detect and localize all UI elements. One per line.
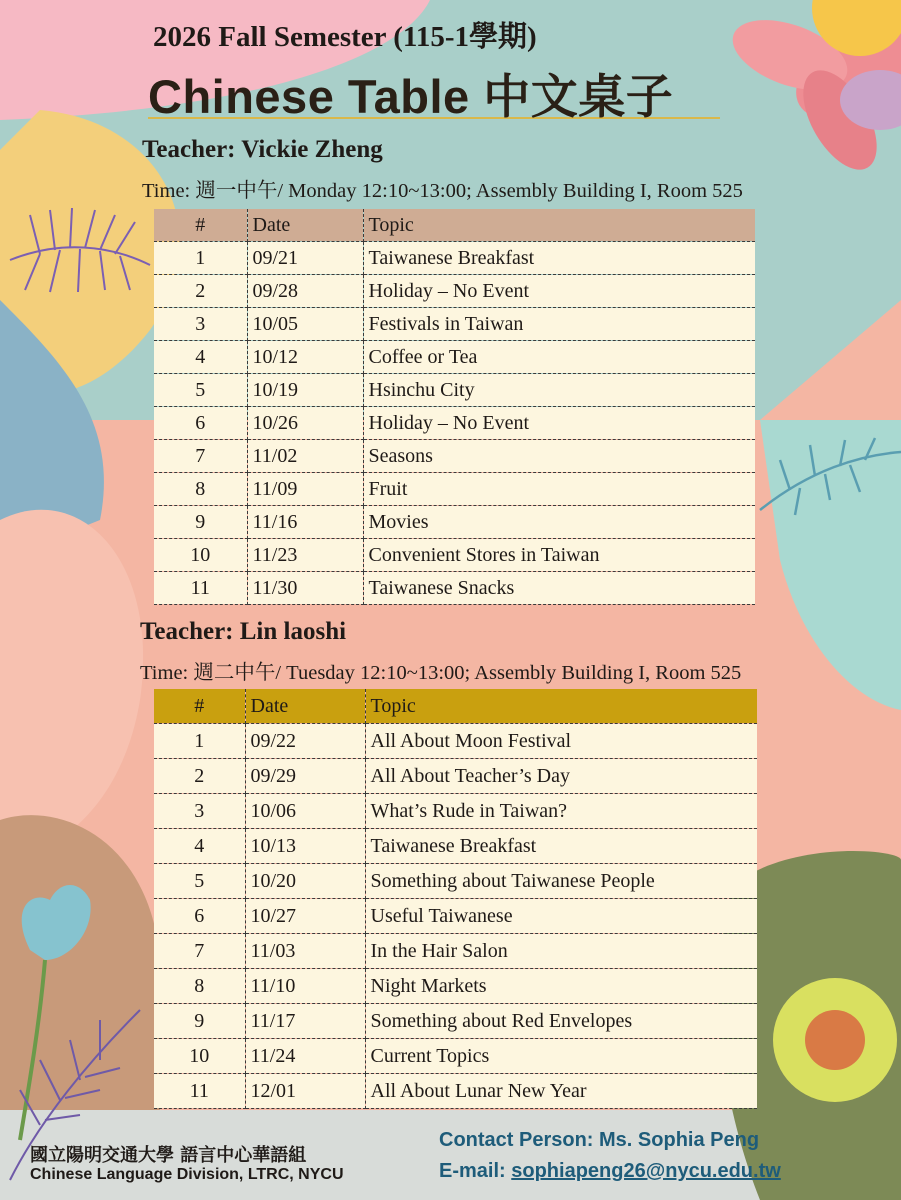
row-date: 10/05	[247, 308, 363, 341]
row-number: 4	[154, 829, 245, 864]
schedule-table-2	[154, 689, 757, 1109]
row-number: 7	[154, 934, 245, 969]
table-row	[154, 539, 755, 572]
column-header-topic: Topic	[365, 689, 757, 724]
row-number: 9	[154, 1004, 245, 1039]
table-row	[154, 829, 757, 864]
row-topic: Seasons	[363, 440, 755, 473]
table-row	[154, 794, 757, 829]
row-number: 10	[154, 539, 247, 572]
table-row	[154, 934, 757, 969]
row-topic: All About Lunar New Year	[365, 1074, 757, 1109]
column-header-number: #	[154, 209, 247, 242]
email-prefix: E-mail:	[439, 1160, 512, 1182]
table-row	[154, 1039, 757, 1074]
org-name-chinese: 國立陽明交通大學 語言中心華語組	[30, 1145, 307, 1166]
table-row	[154, 1004, 757, 1039]
row-number: 11	[154, 1074, 245, 1109]
row-date: 11/30	[247, 572, 363, 605]
schedule-table-1	[154, 209, 755, 605]
row-date: 10/20	[245, 864, 365, 899]
table-row	[154, 969, 757, 1004]
table-header-row	[154, 209, 755, 242]
row-number: 10	[154, 1039, 245, 1074]
row-date: 10/26	[247, 407, 363, 440]
row-topic: In the Hair Salon	[365, 934, 757, 969]
row-topic: Taiwanese Breakfast	[363, 242, 755, 275]
row-number: 3	[154, 308, 247, 341]
row-date: 12/01	[245, 1074, 365, 1109]
row-date: 11/02	[247, 440, 363, 473]
row-number: 8	[154, 473, 247, 506]
row-number: 8	[154, 969, 245, 1004]
row-topic: Useful Taiwanese	[365, 899, 757, 934]
table-row	[154, 308, 755, 341]
time-2-label: Time: 週二中午/ Tuesday 12:10~13:00; Assembly Building I, Room 525	[140, 662, 742, 684]
row-topic: Festivals in Taiwan	[363, 308, 755, 341]
row-topic: All About Teacher’s Day	[365, 759, 757, 794]
row-topic: Something about Red Envelopes	[365, 1004, 757, 1039]
column-header-topic: Topic	[363, 209, 755, 242]
page-title: Chinese Table 中文桌子	[148, 70, 674, 123]
row-topic: Movies	[363, 506, 755, 539]
row-date: 09/21	[247, 242, 363, 275]
email-line	[439, 1160, 781, 1183]
email-link[interactable]: sophiapeng26@nycu.edu.tw	[511, 1160, 781, 1182]
table-row	[154, 242, 755, 275]
row-number: 2	[154, 275, 247, 308]
table-row	[154, 899, 757, 934]
row-topic: Hsinchu City	[363, 374, 755, 407]
table-row	[154, 1074, 757, 1109]
row-topic: All About Moon Festival	[365, 724, 757, 759]
row-topic: Coffee or Tea	[363, 341, 755, 374]
row-topic: Holiday – No Event	[363, 275, 755, 308]
table-row	[154, 374, 755, 407]
row-topic: Taiwanese Snacks	[363, 572, 755, 605]
row-topic: Convenient Stores in Taiwan	[363, 539, 755, 572]
contact-person: Contact Person: Ms. Sophia Peng	[439, 1129, 760, 1151]
row-date: 11/03	[245, 934, 365, 969]
table-row	[154, 341, 755, 374]
column-header-number: #	[154, 689, 245, 724]
row-topic: Night Markets	[365, 969, 757, 1004]
table-row	[154, 572, 755, 605]
row-date: 11/16	[247, 506, 363, 539]
row-number: 5	[154, 374, 247, 407]
teacher-2-label: Teacher: Lin laoshi	[140, 618, 347, 645]
row-topic: Current Topics	[365, 1039, 757, 1074]
teacher-1-label: Teacher: Vickie Zheng	[142, 136, 383, 163]
row-date: 11/09	[247, 473, 363, 506]
semester-subtitle: 2026 Fall Semester (115-1學期)	[153, 21, 537, 53]
row-topic: Holiday – No Event	[363, 407, 755, 440]
row-date: 11/17	[245, 1004, 365, 1039]
row-date: 09/28	[247, 275, 363, 308]
row-number: 1	[154, 242, 247, 275]
column-header-date: Date	[247, 209, 363, 242]
row-number: 5	[154, 864, 245, 899]
row-date: 09/29	[245, 759, 365, 794]
row-date: 10/19	[247, 374, 363, 407]
column-header-date: Date	[245, 689, 365, 724]
org-name-english: Chinese Language Division, LTRC, NYCU	[30, 1166, 344, 1183]
row-number: 3	[154, 794, 245, 829]
row-date: 11/23	[247, 539, 363, 572]
row-date: 11/24	[245, 1039, 365, 1074]
table-row	[154, 864, 757, 899]
row-date: 10/12	[247, 341, 363, 374]
row-date: 11/10	[245, 969, 365, 1004]
table-row	[154, 440, 755, 473]
row-date: 10/27	[245, 899, 365, 934]
row-number: 4	[154, 341, 247, 374]
row-number: 1	[154, 724, 245, 759]
row-date: 09/22	[245, 724, 365, 759]
time-1-label: Time: 週一中午/ Monday 12:10~13:00; Assembly Building I, Room 525	[142, 180, 743, 202]
row-date: 10/06	[245, 794, 365, 829]
table-row	[154, 759, 757, 794]
table-row	[154, 724, 757, 759]
row-topic: Taiwanese Breakfast	[365, 829, 757, 864]
table-row	[154, 275, 755, 308]
table-row	[154, 506, 755, 539]
table-header-row	[154, 689, 757, 724]
row-number: 9	[154, 506, 247, 539]
row-number: 6	[154, 899, 245, 934]
row-number: 2	[154, 759, 245, 794]
row-number: 7	[154, 440, 247, 473]
table-row	[154, 473, 755, 506]
table-row	[154, 407, 755, 440]
row-date: 10/13	[245, 829, 365, 864]
row-topic: Something about Taiwanese People	[365, 864, 757, 899]
row-topic: What’s Rude in Taiwan?	[365, 794, 757, 829]
row-number: 11	[154, 572, 247, 605]
row-topic: Fruit	[363, 473, 755, 506]
row-number: 6	[154, 407, 247, 440]
